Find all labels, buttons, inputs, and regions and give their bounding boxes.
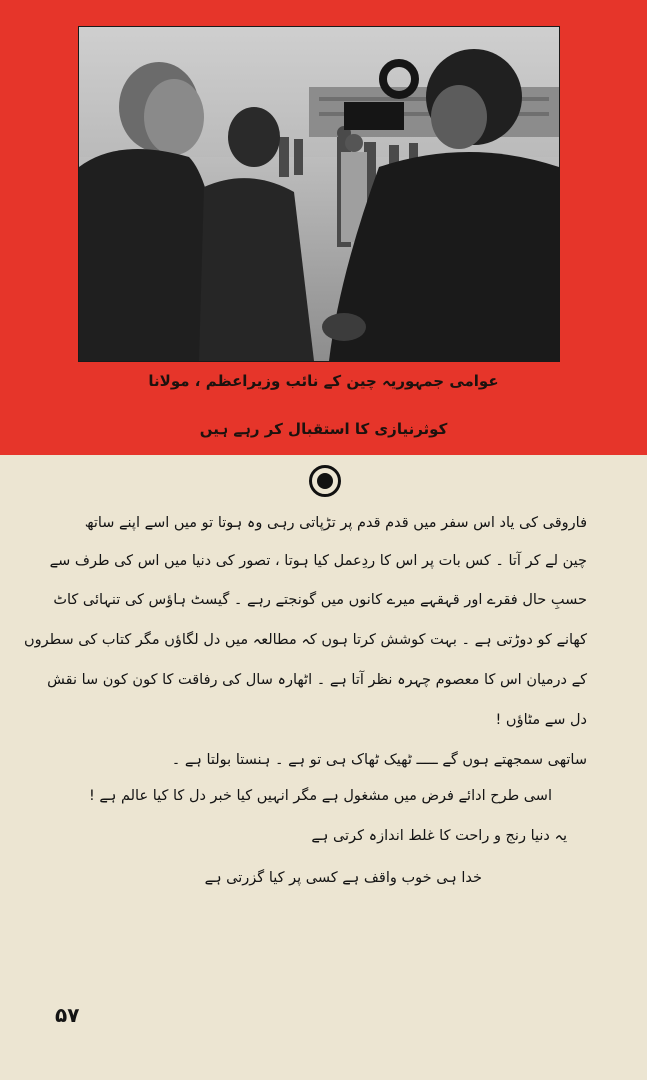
body-text-line: ساتھی سمجھتے ہوں گے ـــــ ٹھیک ٹھاک ہی تو ہے ۔ ہنستا بولتا ہے ۔ — [171, 752, 587, 768]
body-text-line: چین لے کر آتا ۔ کس بات پر اس کا ردِعمل کیا ہوتا ، تصور کی دنیا میں اس کی طرف سے — [49, 553, 587, 569]
body-text-line: حسبِ حال فقرے اور قہقہے میرے کانوں میں گونجتے رہے ۔ گیسٹ ہاؤس کی تنہائی کاٹ — [53, 592, 587, 608]
section-divider-ornament-icon — [309, 465, 341, 497]
verse-line: خدا ہی خوب واقف ہے کسی پر کیا گزرتی ہے — [204, 870, 482, 886]
body-text-line: دل سے مٹاؤں ! — [495, 712, 587, 728]
verse-line: یہ دنیا رنج و راحت کا غلط اندازہ کرتی ہے — [311, 828, 567, 844]
photograph — [78, 26, 560, 362]
photo-caption-line-1: عوامی جمہوریہ چین کے نائب وزیراعظم ، مولانا — [148, 372, 499, 390]
body-text-line: فاروقی کی یاد اس سفر میں قدم قدم پر تڑپاتی رہی وہ ہوتا تو میں اسے اپنے ساتھ — [84, 515, 587, 531]
page-number: ۵۷ — [55, 1003, 80, 1027]
body-text-line: کھانے کو دوڑتی ہے ۔ بہت کوشش کرتا ہوں کہ مطالعہ میں دل لگاؤں مگر کتاب کی سطروں — [23, 632, 587, 648]
body-text-line: کے درمیان اس کا معصوم چہرہ نظر آتا ہے ۔ اٹھارہ سال کی رفاقت کا کون کون سا نقش — [47, 672, 587, 688]
photo-caption-line-2: کوثرنیازی کا استقبال کر رہے ہیں — [199, 420, 448, 438]
body-text-line: اسی طرح ادائے فرض میں مشغول ہے مگر انہیں کیا خبر دل کا کیا عالم ہے ! — [88, 788, 552, 804]
